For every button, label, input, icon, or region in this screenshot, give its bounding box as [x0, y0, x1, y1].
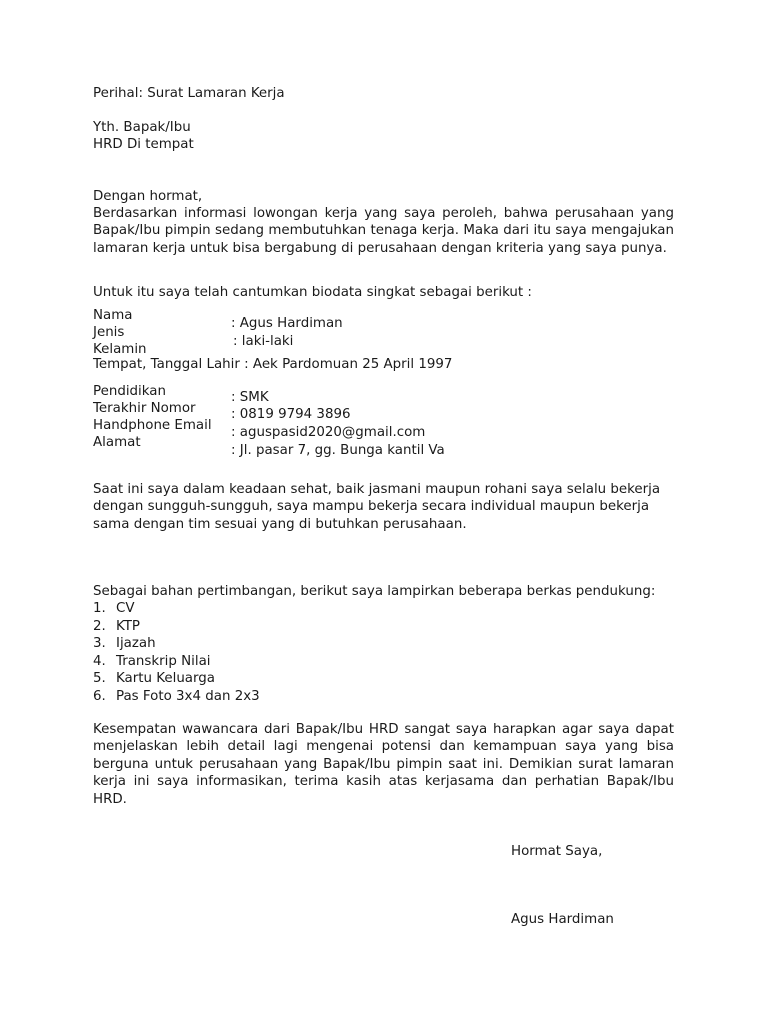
ttl-line: Tempat, Tanggal Lahir : Aek Pardomuan 25 April 1997	[93, 357, 453, 372]
label-terakhir-nomor: Terakhir Nomor	[93, 401, 196, 416]
label-alamat: Alamat	[93, 435, 141, 450]
list-item	[93, 600, 135, 617]
value-pendidikan: : SMK	[231, 390, 269, 405]
label-jenis: Jenis	[93, 325, 125, 340]
list-item	[93, 618, 140, 635]
value-alamat: : Jl. pasar 7, gg. Bunga kantil Va	[231, 443, 445, 458]
health-paragraph: Saat ini saya dalam keadaan sehat, baik jasmani maupun rohani saya selalu bekerja dengan sungguh-sungguh, saya mampu bekerja secara individual maupun bekerja sama dengan tim sesuai yang di butuhkan perusahaan.	[93, 482, 661, 532]
closing-paragraph: Kesempatan wawancara dari Bapak/Ibu HRD sangat saya harapkan agar saya dapat menjelaskan lebih detail lagi mengenai potensi dan kemampuan saya yang bisa berguna untuk perusahaan yang Bapak/Ibu pimpin saat ini. Demikian surat lamaran kerja ini saya informasikan, terima kasih atas kerjasama dan perhatian Bapak/Ibu HRD.	[93, 722, 674, 807]
biodata-intro: Untuk itu saya telah cantumkan biodata singkat sebagai berikut :	[93, 285, 532, 300]
list-item	[93, 688, 260, 705]
value-nomor-hp: : 0819 9794 3896	[231, 407, 351, 422]
signature-name: Agus Hardiman	[511, 912, 614, 927]
list-item	[93, 670, 215, 687]
list-text: Ijazah	[116, 636, 156, 651]
list-text: Pas Foto 3x4 dan 2x3	[116, 688, 260, 704]
list-number: 4.	[93, 653, 106, 669]
label-handphone-email: Handphone Email	[93, 418, 212, 433]
list-item	[93, 653, 211, 670]
list-number: 6.	[93, 688, 106, 704]
attachments-intro: Sebagai bahan pertimbangan, berikut saya lampirkan beberapa berkas pendukung:	[93, 584, 656, 599]
list-text: Kartu Keluarga	[116, 671, 215, 686]
intro-paragraph: Berdasarkan informasi lowongan kerja yang saya peroleh, bahwa perusahaan yang Bapak/Ibu pimpin sedang membutuhkan tenaga kerja. Maka dari itu saya mengajukan lamaran kerja untuk bisa bergabung di perusahaan dengan kriteria yang saya punya.	[93, 206, 674, 256]
list-number: 1.	[93, 601, 106, 616]
recipient-line-2: HRD Di tempat	[93, 137, 194, 152]
recipient-line-1: Yth. Bapak/Ibu	[93, 120, 191, 135]
subject-line: Perihal: Surat Lamaran Kerja	[93, 86, 285, 101]
value-nama: : Agus Hardiman	[231, 316, 343, 331]
value-jenis-kelamin: : laki-laki	[233, 334, 294, 349]
list-item	[93, 635, 156, 652]
list-number: 5.	[93, 671, 106, 686]
list-text: KTP	[116, 618, 140, 634]
value-email: : aguspasid2020@gmail.com	[231, 425, 426, 440]
greeting: Dengan hormat,	[93, 189, 203, 204]
list-text: CV	[116, 601, 135, 616]
list-text: Transkrip Nilai	[116, 653, 211, 669]
label-nama: Nama	[93, 308, 133, 323]
list-number: 3.	[93, 636, 106, 651]
label-kelamin: Kelamin	[93, 342, 147, 357]
label-pendidikan: Pendidikan	[93, 384, 166, 399]
list-number: 2.	[93, 618, 106, 634]
signoff: Hormat Saya,	[511, 844, 603, 859]
